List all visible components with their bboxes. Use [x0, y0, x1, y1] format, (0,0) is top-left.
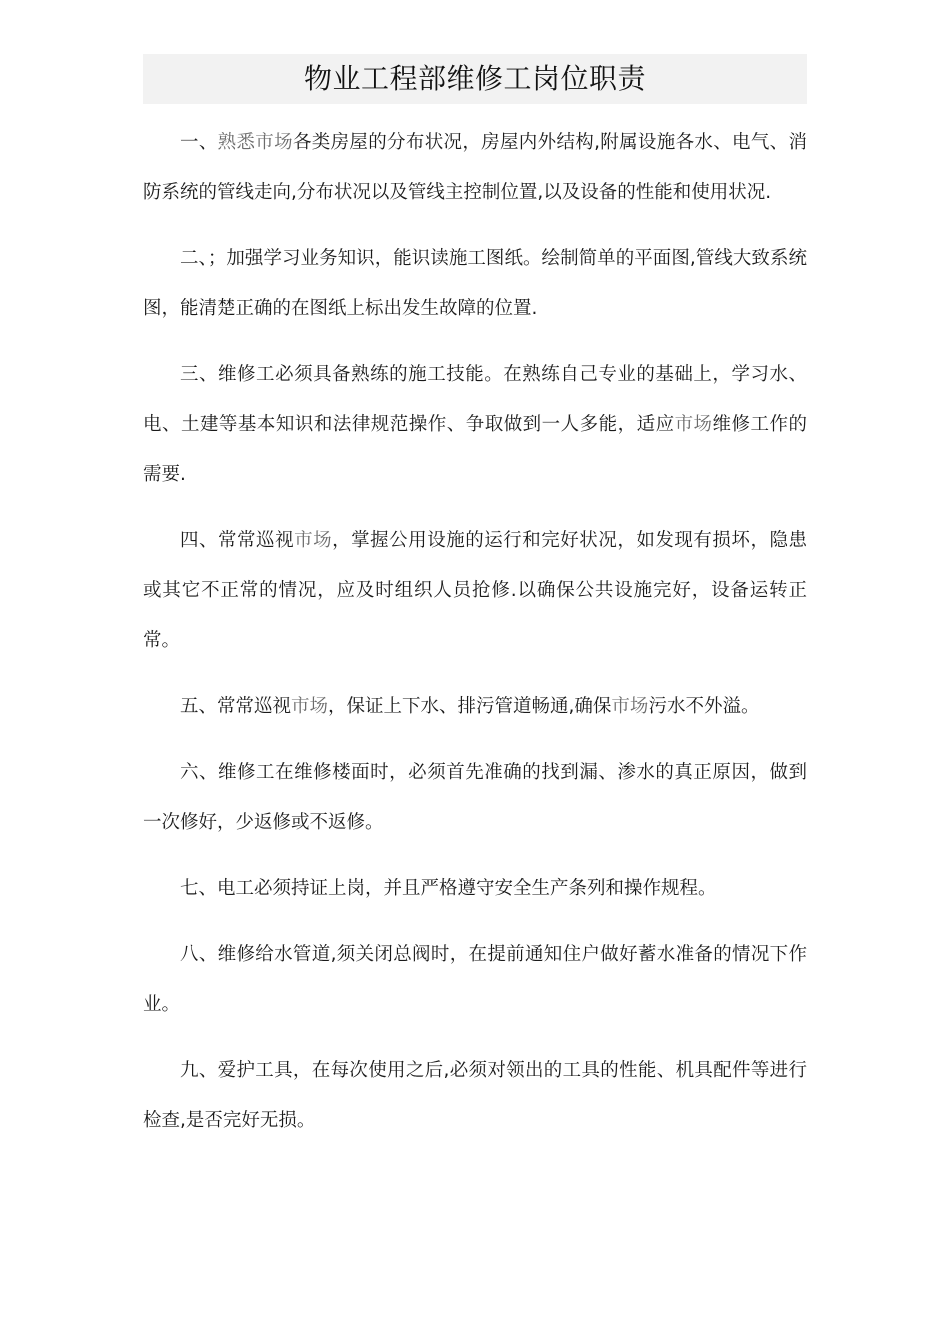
clause-text: 七、电工必须持证上岗，并且严格遵守安全生产条列和操作规程。	[180, 878, 717, 899]
clause-text: 维修工作的需要.	[143, 414, 807, 485]
clause-text: 九、爱护工具，在每次使用之后,必须对领出的工具的性能、机具配件等进行检查,是否完好无损。	[143, 1060, 807, 1131]
clause-paragraph	[143, 516, 807, 666]
clause-text: ，保证上下水、排污管道畅通,确保	[328, 696, 612, 717]
clause-paragraph	[143, 748, 807, 848]
clause-paragraph	[143, 234, 807, 334]
clause-text: ，掌握公用设施的运行和完好状况，如发现有损坏，隐患或其它不正常的情况，应及时组织人员抢修.以确保公共设施完好，设备运转正常。	[143, 530, 807, 651]
title-bar	[143, 54, 807, 104]
clause-text: 八、维修给水管道,须关闭总阀时，在提前通知住户做好蓄水准备的情况下作业。	[143, 944, 807, 1015]
clause-paragraph	[143, 350, 807, 500]
clause-text: 五、常常巡视	[180, 696, 292, 717]
clause-text: 三、维修工必须具备熟练的施工技能。在熟练自己专业的基础上，学习水、电、土建等基本知识和法律规范操作、争取做到一人多能，适应	[143, 364, 807, 435]
clause-paragraph	[143, 118, 807, 218]
clause-paragraph	[143, 682, 807, 732]
clause-text: 二、；加强学习业务知识，能识读施工图纸。绘制简单的平面图,管线大致系统图，能清楚正确的在图纸上标出发生故障的位置.	[143, 248, 807, 319]
clause-text: 一、	[180, 132, 218, 153]
clause-paragraph	[143, 864, 807, 914]
clause-text: 六、维修工在维修楼面时，必须首先准确的找到漏、渗水的真正原因，做到一次修好，少返修或不返修。	[143, 762, 807, 833]
document-page	[143, 54, 807, 1162]
highlighted-term: 市场	[291, 696, 329, 717]
document-title: 物业工程部维修工岗位职责	[303, 62, 646, 95]
highlighted-term: 市场	[294, 530, 333, 551]
highlighted-term: 市场	[611, 696, 649, 717]
highlighted-term: 熟悉市场	[217, 132, 293, 153]
clause-paragraph	[143, 1046, 807, 1146]
clause-text: 四、常常巡视	[180, 530, 295, 551]
clause-list	[143, 118, 807, 1146]
highlighted-term: 市场	[674, 414, 713, 435]
clause-paragraph	[143, 930, 807, 1030]
clause-text: 污水不外溢。	[648, 696, 760, 717]
clause-text: 各类房屋的分布状况，房屋内外结构,附属设施各水、电气、消防系统的管线走向,分布状况以及管线主控制位置,以及设备的性能和使用状况.	[143, 132, 807, 203]
